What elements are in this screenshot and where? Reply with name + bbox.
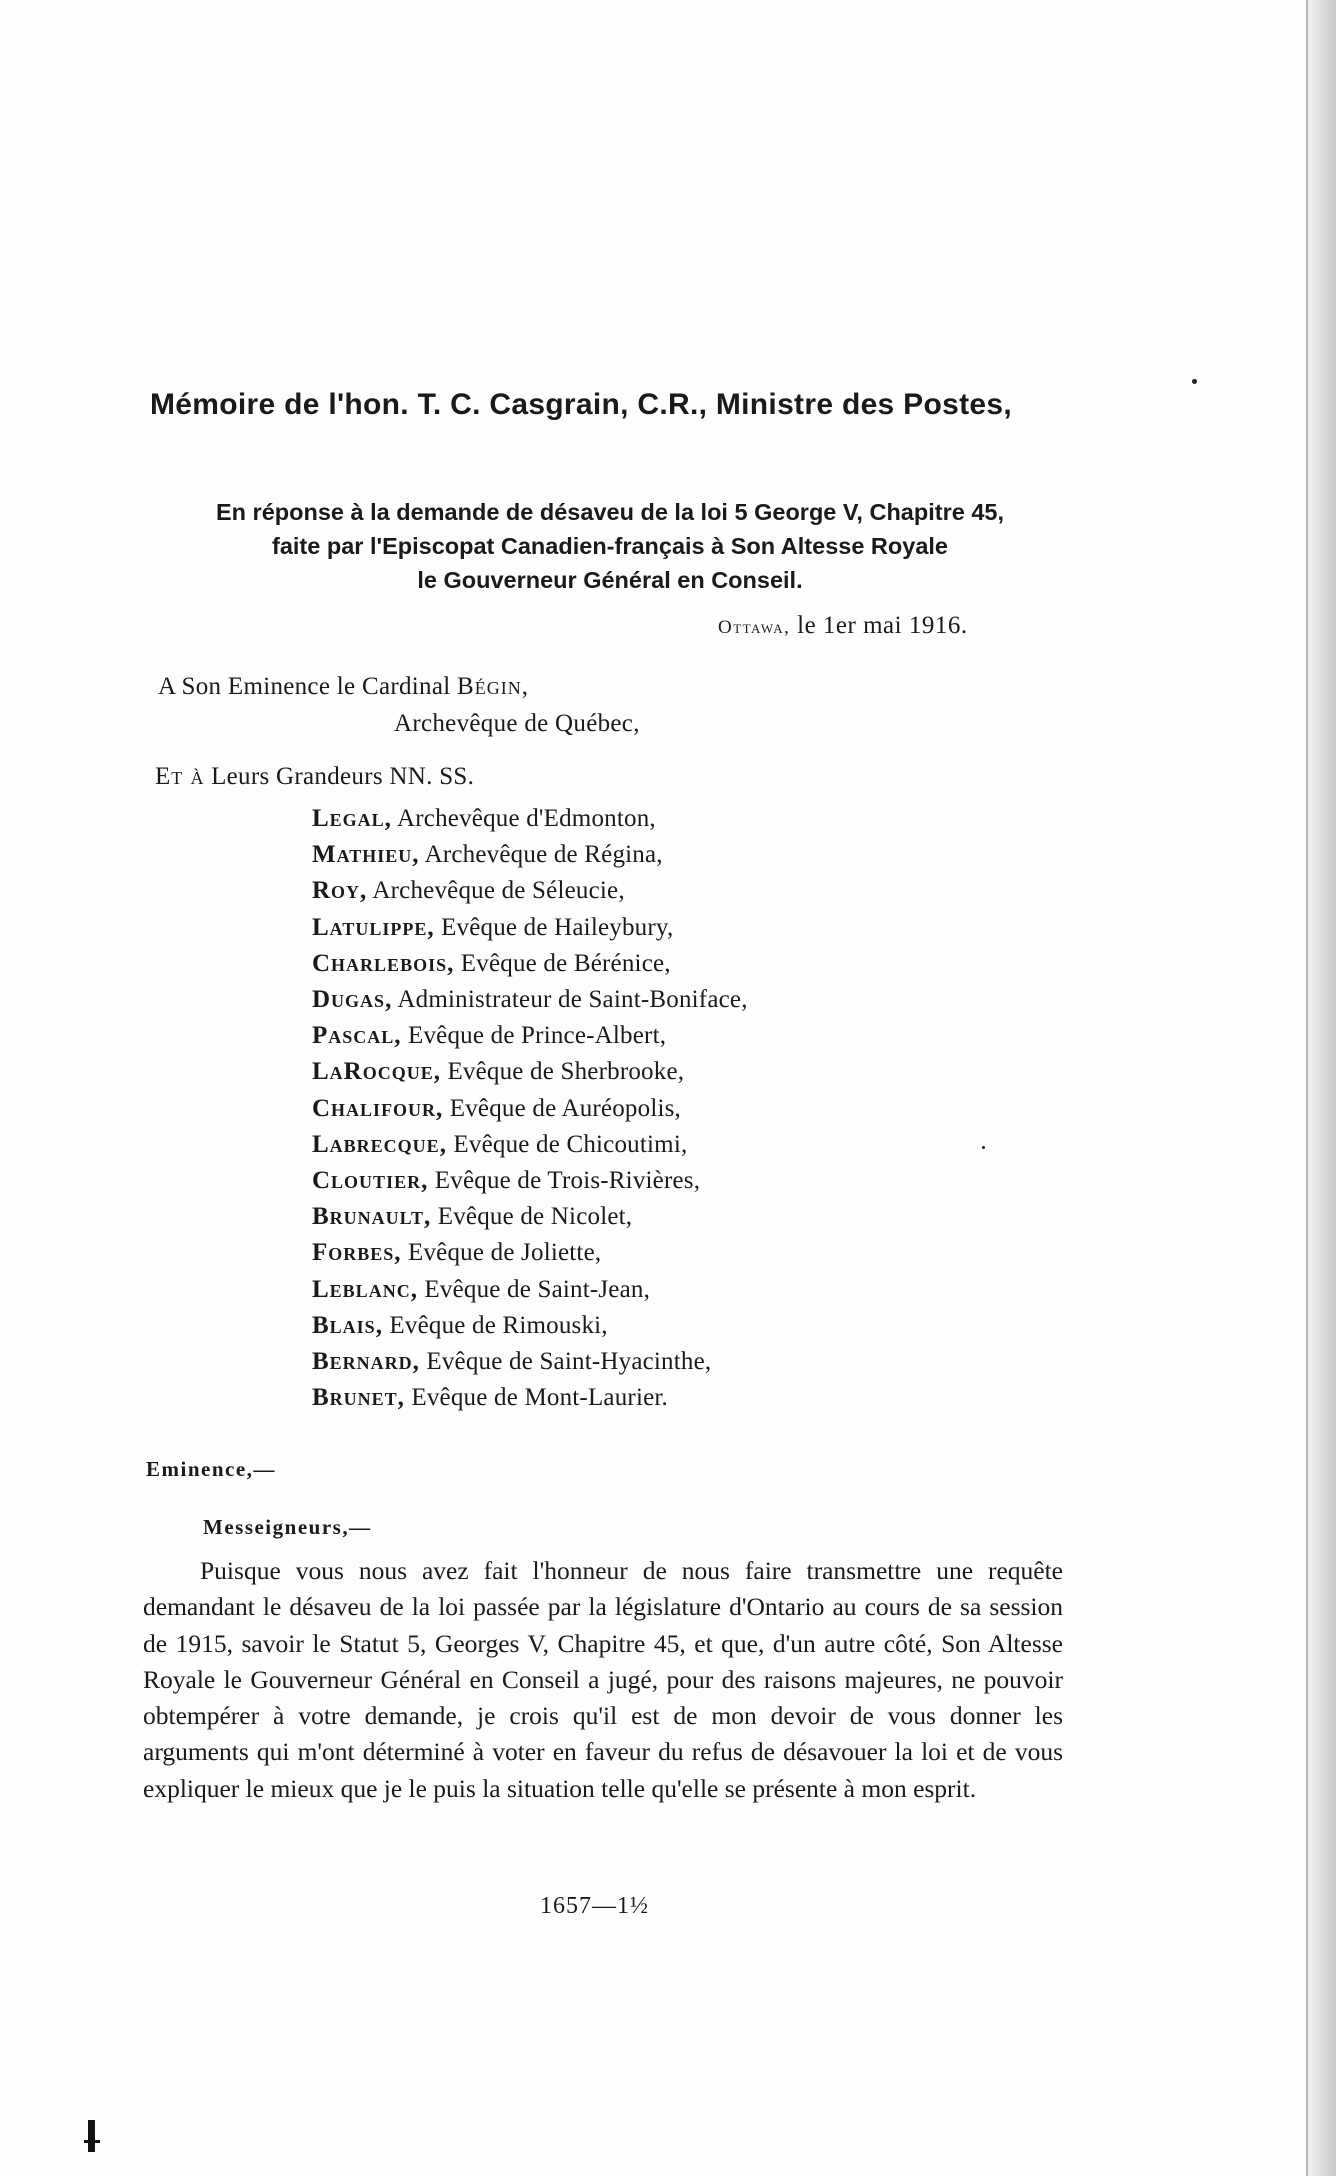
bishop-name: Latulippe,: [312, 913, 435, 941]
subtitle-line: En réponse à la demande de désaveu de la loi 5 George V, Chapitre 45,: [216, 499, 1004, 525]
bishop-entry: [312, 1344, 748, 1380]
salutation-messeigneurs: Messeigneurs,—: [203, 1515, 372, 1539]
bishop-title: Archevêque de Régina,: [424, 841, 663, 869]
bishop-name: Brunault,: [312, 1203, 432, 1231]
bishop-name: Chalifour,: [312, 1094, 444, 1122]
bishop-title: Administrateur de Saint-Boniface,: [397, 986, 748, 1014]
speck: [982, 1146, 985, 1149]
subtitle-line: faite par l'Episcopat Canadien-français à Son Altesse Royale: [272, 533, 948, 559]
bishop-entry: [312, 1199, 748, 1235]
bishop-entry: [312, 982, 748, 1018]
bishop-name: Leblanc,: [312, 1275, 418, 1303]
bishop-name: Charlebois,: [312, 949, 455, 977]
bishop-name: Dugas,: [312, 986, 393, 1014]
document-title: Mémoire de l'hon. T. C. Casgrain, C.R., Ministre des Postes,: [150, 388, 1012, 421]
bishop-name: Forbes,: [312, 1239, 402, 1267]
bishop-title: Evêque de Sherbrooke,: [447, 1058, 685, 1086]
bishop-title: Evêque de Haileybury,: [441, 913, 674, 941]
bishop-entry: [312, 1163, 748, 1199]
bishop-name: Bernard,: [312, 1348, 420, 1376]
bishop-entry: [312, 1091, 748, 1127]
grandeurs-prefix: Et à: [155, 763, 205, 790]
bishop-entry: [312, 1380, 748, 1416]
bishop-entry: [312, 910, 748, 946]
bishop-title: Evêque de Saint-Hyacinthe,: [426, 1348, 712, 1376]
bishop-entry: [312, 1018, 748, 1054]
addressee-line-2: Archevêque de Québec,: [394, 710, 640, 737]
bishop-entry: [312, 801, 748, 837]
bishop-title: Evêque de Trois-Rivières,: [434, 1167, 701, 1195]
page-footer: 1657—1½: [540, 1893, 649, 1919]
bishop-name: Pascal,: [312, 1022, 402, 1050]
scan-mark: [88, 2120, 95, 2152]
bishop-name: Roy,: [312, 877, 368, 905]
bishop-title: Evêque de Prince-Albert,: [408, 1022, 667, 1050]
bishop-entry: [312, 1272, 748, 1308]
document-subtitle: [150, 495, 1070, 597]
grandeurs-line: [155, 763, 474, 791]
bishop-title: Evêque de Rimouski,: [389, 1311, 608, 1339]
bishop-title: Evêque de Joliette,: [408, 1239, 602, 1267]
bishop-title: Evêque de Mont-Laurier.: [411, 1384, 668, 1412]
bishop-name: Mathieu,: [312, 841, 420, 869]
bishop-entry: [312, 1127, 748, 1163]
dateline-date: le 1er mai 1916.: [797, 612, 968, 639]
bishop-entry: [312, 1054, 748, 1090]
bishop-title: Evêque de Nicolet,: [437, 1203, 633, 1231]
bishop-name: Brunet,: [312, 1384, 405, 1412]
page-edge: [1308, 0, 1336, 2176]
bishop-name: LaRocque,: [312, 1058, 441, 1086]
bishop-entry: [312, 873, 748, 909]
speck: [1192, 379, 1197, 384]
bishop-name: Labrecque,: [312, 1130, 447, 1158]
grandeurs-text: Leurs Grandeurs NN. SS.: [211, 763, 475, 790]
bishop-entry: [312, 1308, 748, 1344]
bishop-entry: [312, 837, 748, 873]
bishop-title: Evêque de Bérénice,: [460, 949, 671, 977]
bishop-name: Legal,: [312, 805, 392, 832]
scan-mark: [84, 2140, 100, 2143]
addressee-name: Bégin,: [457, 673, 529, 700]
dateline-place: Ottawa,: [718, 617, 791, 638]
bishop-title: Evêque de Auréopolis,: [449, 1094, 681, 1122]
salutation-eminence: Eminence,—: [146, 1457, 276, 1481]
page-edge-line: [1306, 0, 1308, 2176]
bishop-entry: [312, 946, 748, 982]
bishop-title: Archevêque d'Edmonton,: [397, 805, 656, 832]
bishop-title: Evêque de Chicoutimi,: [453, 1130, 688, 1158]
addressee-prefix: A Son Eminence le Cardinal: [158, 673, 451, 700]
addressee-line-1: [158, 673, 529, 701]
bishop-list: [312, 801, 748, 1416]
bishop-title: Evêque de Saint-Jean,: [424, 1275, 651, 1303]
bishop-entry: [312, 1235, 748, 1271]
bishop-name: Cloutier,: [312, 1167, 429, 1195]
body-paragraph: Puisque vous nous avez fait l'honneur de nous faire transmettre une requête demandant le désaveu de la loi passée par la législature d'Ontario au cours de sa session de 1915, savoir le Statut 5, Georges V, Chapitre 45, et que, d'un autre côté, Son Altesse Royale le Gouverneur Général en Conseil a jugé, pour des raisons majeures, ne pouvoir obtempérer à votre demande, je crois qu'il est de mon devoir de vous donner les arguments qui m'ont déterminé à voter en faveur du refus de désavouer la loi et de vous expliquer le mieux que je le puis la situation telle qu'elle se présente à mon esprit.: [143, 1556, 1063, 1803]
bishop-name: Blais,: [312, 1311, 383, 1339]
dateline: [718, 612, 968, 640]
bishop-title: Archevêque de Séleucie,: [372, 877, 625, 905]
subtitle-line: le Gouverneur Général en Conseil.: [417, 567, 803, 593]
